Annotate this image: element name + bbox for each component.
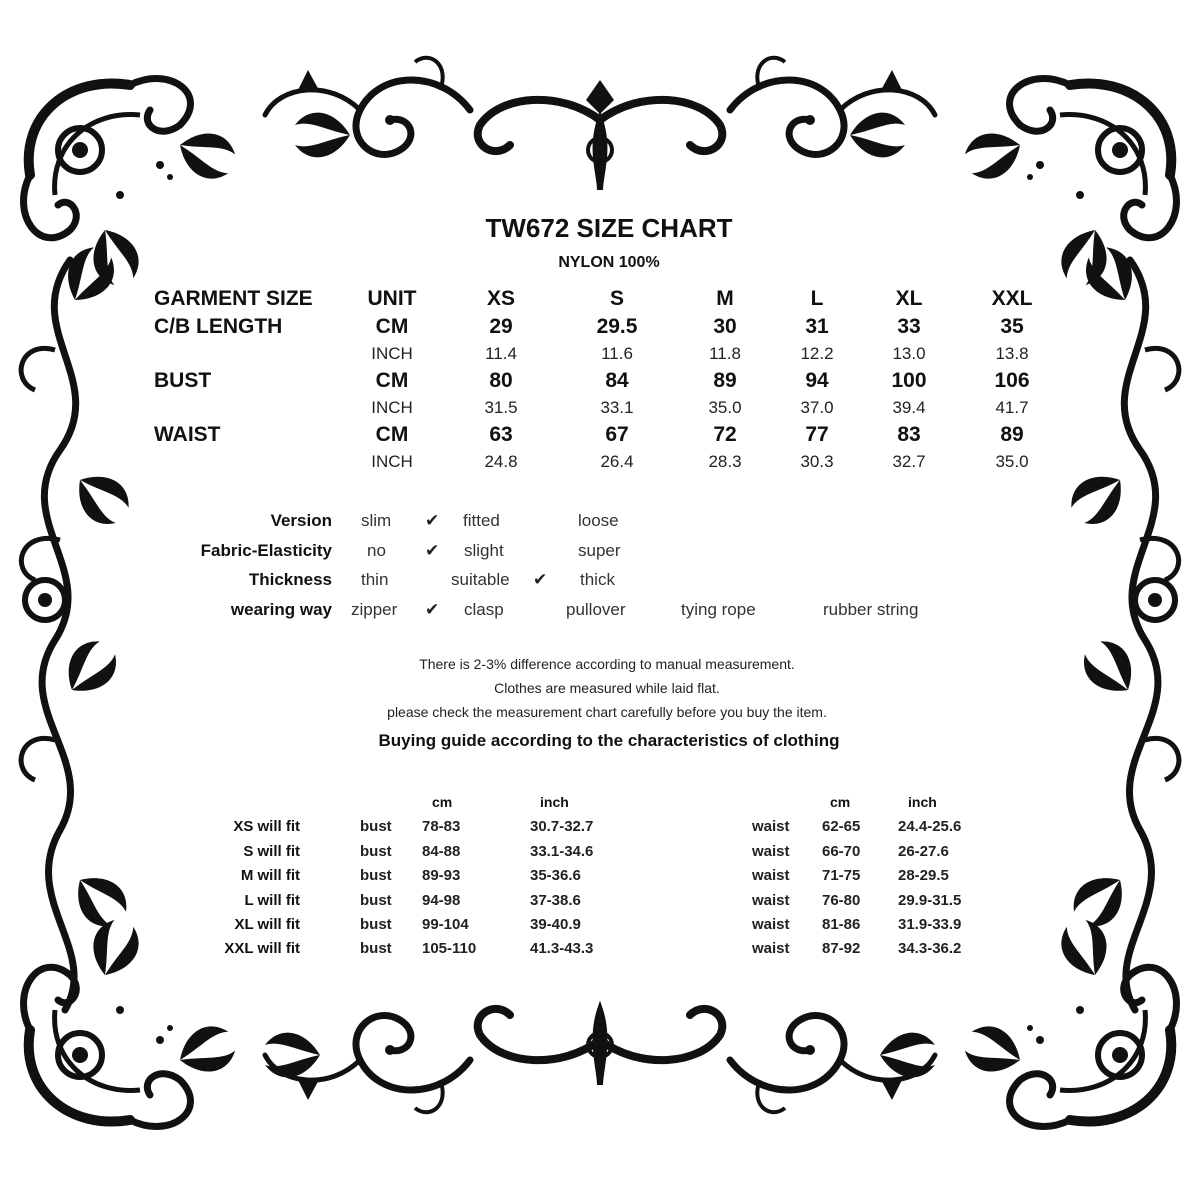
- attr-label-fabric-elasticity: Fabric-Elasticity: [200, 541, 332, 560]
- option-tying-rope: tying rope: [681, 600, 756, 619]
- guide-waist-inch: 26-27.6: [898, 843, 949, 860]
- cb-length-cm-s: 29.5: [596, 315, 638, 338]
- unit-cm: CM: [375, 369, 409, 392]
- guide-waist-label: waist: [752, 940, 790, 957]
- bust-cm-s: 84: [605, 369, 629, 392]
- guide-waist-inch: 29.9-31.5: [898, 892, 962, 909]
- guide-waist-cm: 66-70: [822, 843, 861, 860]
- buying-guide-title: Buying guide according to the characteristics of clothing: [378, 731, 840, 750]
- guide-bust-inch: 30.7-32.7: [530, 818, 594, 835]
- guide-header-bust-inch: inch: [540, 794, 569, 810]
- bottom-center-ornament: [265, 1009, 935, 1112]
- cb-length-cm-xxl: 35: [1000, 315, 1024, 338]
- guide-bust-label: bust: [360, 940, 392, 957]
- guide-waist-label: waist: [752, 916, 790, 933]
- check-icon: ✔: [425, 600, 440, 619]
- bust-cm-l: 94: [805, 369, 829, 392]
- bust-inch-xxl: 41.7: [995, 398, 1029, 417]
- guide-header-waist-inch: inch: [908, 794, 937, 810]
- guide-bust-label: bust: [360, 867, 392, 884]
- guide-bust-inch: 33.1-34.6: [530, 843, 594, 860]
- option-clasp: clasp: [464, 600, 504, 619]
- guide-bust-inch: 39-40.9: [530, 916, 581, 933]
- option-zipper: zipper: [351, 600, 398, 619]
- check-icon: ✔: [533, 570, 548, 589]
- cb-length-inch-xl: 13.0: [892, 344, 926, 363]
- guide-bust-label: bust: [360, 843, 392, 860]
- cb-length-inch-xs: 11.4: [485, 344, 517, 363]
- guide-bust-cm: 89-93: [422, 867, 461, 884]
- guide-waist-cm: 71-75: [822, 867, 861, 884]
- cb-length-inch-m: 11.8: [709, 344, 741, 363]
- guide-waist-label: waist: [752, 843, 790, 860]
- option-thin: thin: [361, 570, 389, 589]
- header-size-xxl: XXL: [991, 287, 1033, 310]
- check-icon: ✔: [425, 511, 440, 530]
- attr-label-wearing-way: wearing way: [230, 600, 332, 619]
- chart-title: TW672 SIZE CHART: [485, 213, 733, 243]
- guide-size-l: L will fit: [244, 892, 300, 909]
- header-garment-size: GARMENT SIZE: [154, 287, 313, 310]
- unit-inch: INCH: [371, 398, 413, 417]
- waist-inch-l: 30.3: [800, 452, 834, 471]
- row-label-cb-length: C/B LENGTH: [154, 315, 283, 338]
- bust-cm-xxl: 106: [994, 369, 1030, 392]
- waist-cm-xs: 63: [489, 423, 513, 446]
- header-size-l: L: [810, 287, 824, 310]
- left-side-vine: [21, 241, 136, 1010]
- guide-bust-label: bust: [360, 818, 392, 835]
- waist-inch-xs: 24.8: [484, 452, 518, 471]
- option-thick: thick: [580, 570, 615, 589]
- guide-waist-cm: 81-86: [822, 916, 861, 933]
- guide-bust-inch: 37-38.6: [530, 892, 581, 909]
- note-check-chart: please check the measurement chart carefully before you buy the item.: [387, 704, 827, 720]
- guide-waist-inch: 34.3-36.2: [898, 940, 962, 957]
- note-laid-flat: Clothes are measured while laid flat.: [494, 680, 720, 696]
- guide-header-waist-cm: cm: [830, 794, 851, 810]
- waist-cm-xxl: 89: [1000, 423, 1024, 446]
- guide-waist-inch: 24.4-25.6: [898, 818, 962, 835]
- guide-size-s: S will fit: [243, 843, 300, 860]
- waist-inch-m: 28.3: [708, 452, 742, 471]
- guide-waist-cm: 62-65: [822, 818, 861, 835]
- guide-bust-label: bust: [360, 916, 392, 933]
- guide-size-m: M will fit: [240, 867, 300, 884]
- unit-cm: CM: [375, 423, 409, 446]
- waist-cm-s: 67: [605, 423, 629, 446]
- guide-size-xl: XL will fit: [234, 916, 300, 933]
- bust-cm-m: 89: [713, 369, 737, 392]
- guide-waist-inch: 31.9-33.9: [898, 916, 962, 933]
- cb-length-cm-m: 30: [713, 315, 737, 338]
- option-pullover: pullover: [566, 600, 626, 619]
- header-size-xl: XL: [895, 287, 923, 310]
- guide-bust-cm: 105-110: [422, 940, 477, 957]
- guide-waist-cm: 87-92: [822, 940, 861, 957]
- bust-cm-xl: 100: [891, 369, 927, 392]
- guide-bust-cm: 99-104: [422, 916, 469, 933]
- option-slim: slim: [361, 511, 392, 530]
- cb-length-cm-xl: 33: [897, 315, 921, 338]
- top-center-ornament: [265, 58, 935, 190]
- cb-length-cm-xs: 29: [489, 315, 513, 338]
- guide-bust-cm: 84-88: [422, 843, 461, 860]
- row-label-bust: BUST: [154, 369, 212, 392]
- check-icon: ✔: [425, 541, 440, 560]
- cb-length-inch-l: 12.2: [800, 344, 834, 363]
- bust-inch-s: 33.1: [600, 398, 634, 417]
- unit-inch: INCH: [371, 344, 413, 363]
- note-measurement-difference: There is 2-3% difference according to manual measurement.: [419, 656, 795, 672]
- bust-inch-l: 37.0: [800, 398, 834, 417]
- cb-length-inch-s: 11.6: [601, 344, 633, 363]
- waist-cm-xl: 83: [897, 423, 921, 446]
- corner-ornament-bottom-right: [961, 916, 1177, 1127]
- option-no: no: [367, 541, 386, 560]
- option-fitted: fitted: [463, 511, 500, 530]
- waist-inch-xl: 32.7: [892, 452, 926, 471]
- header-size-s: S: [609, 287, 624, 310]
- guide-waist-label: waist: [752, 892, 790, 909]
- waist-inch-xxl: 35.0: [995, 452, 1029, 471]
- option-rubber-string: rubber string: [823, 600, 919, 619]
- cb-length-inch-xxl: 13.8: [995, 344, 1029, 363]
- bust-inch-xs: 31.5: [484, 398, 518, 417]
- waist-cm-l: 77: [805, 423, 829, 446]
- waist-inch-s: 26.4: [600, 452, 634, 471]
- guide-waist-label: waist: [752, 867, 790, 884]
- guide-waist-cm: 76-80: [822, 892, 861, 909]
- waist-cm-m: 72: [713, 423, 737, 446]
- bust-inch-xl: 39.4: [892, 398, 926, 417]
- guide-bust-label: bust: [360, 892, 392, 909]
- option-loose: loose: [578, 511, 619, 530]
- fabric-composition: NYLON 100%: [558, 254, 660, 271]
- header-size-xs: XS: [486, 287, 515, 310]
- guide-bust-inch: 41.3-43.3: [530, 940, 594, 957]
- attr-label-version: Version: [270, 511, 332, 530]
- bust-inch-m: 35.0: [708, 398, 742, 417]
- guide-header-bust-cm: cm: [432, 794, 453, 810]
- option-suitable: suitable: [451, 570, 510, 589]
- header-unit: UNIT: [367, 287, 417, 310]
- cb-length-cm-l: 31: [805, 315, 829, 338]
- row-label-waist: WAIST: [154, 423, 221, 446]
- unit-cm: CM: [375, 315, 409, 338]
- guide-waist-inch: 28-29.5: [898, 867, 949, 884]
- attr-label-thickness: Thickness: [248, 570, 332, 589]
- header-size-m: M: [716, 287, 734, 310]
- option-super: super: [578, 541, 621, 560]
- guide-bust-inch: 35-36.6: [530, 867, 581, 884]
- right-side-vine: [1064, 241, 1179, 1010]
- unit-inch: INCH: [371, 452, 413, 471]
- guide-size-xs: XS will fit: [233, 818, 300, 835]
- bust-cm-xs: 80: [489, 369, 513, 392]
- guide-bust-cm: 94-98: [422, 892, 461, 909]
- guide-bust-cm: 78-83: [422, 818, 461, 835]
- guide-waist-label: waist: [752, 818, 790, 835]
- option-slight: slight: [464, 541, 504, 560]
- guide-size-xxl: XXL will fit: [224, 940, 300, 957]
